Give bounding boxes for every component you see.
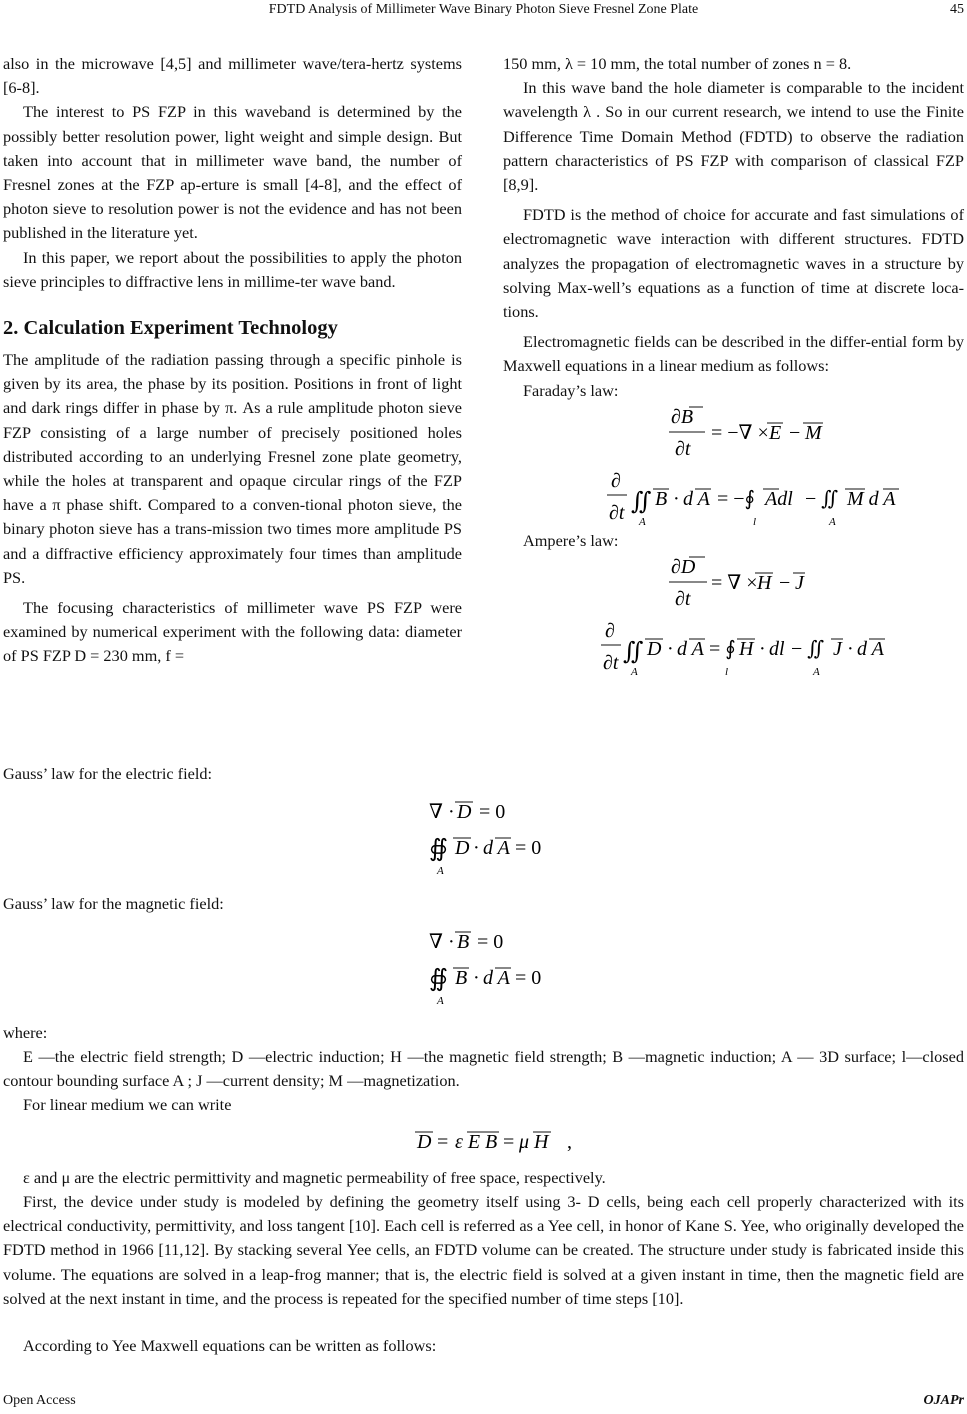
svg-text:∇ ·: ∇ ·: [429, 931, 455, 953]
paragraph: In this paper, we report about the possibilities to apply the photon sieve principles to diffractive lens in millime-ter wave band.: [3, 247, 462, 291]
svg-text:H: H: [757, 572, 772, 595]
gauss-magnetic-equations: [3, 926, 964, 1014]
svg-text:d A: d A: [857, 638, 884, 661]
gauss-magnetic-label: Gauss’ law for the magnetic field:: [3, 894, 224, 913]
ampere-label: Ampere’s law:: [523, 530, 619, 550]
journal-name: OJAPr: [923, 1393, 964, 1408]
svg-text:A: A: [631, 666, 638, 679]
paragraph: According to Yee Maxwell equations can be written as follows:: [23, 1336, 437, 1355]
page-footer: [3, 1392, 964, 1410]
svg-text:− ∬: − ∬: [805, 487, 839, 510]
symbol-definitions: E —the electric field strength; D —electric induction; H —the magnetic field strength; B —magnetic induction; A — 3D surface; l—closed contour bounding surface A ; J —current density; M —magnetization.: [3, 1047, 964, 1091]
paragraph: The interest to PS FZP in this waveband is determined by the possibly better resolution power, light weight and simple design. But taken into account that in millimeter wave band, the number of Fresnel zones at the FZP ap-erture is small [4-8], and the effect of photon sieve to resolution power is not the evidence and has not been published in the literature yet.: [3, 102, 462, 243]
svg-text:D: D: [455, 837, 470, 859]
running-header: [0, 0, 967, 22]
ampere-differential-equation: [503, 553, 964, 615]
svg-text:∂t: ∂t: [675, 437, 691, 460]
left-column: [3, 52, 462, 669]
svg-text:·: ·: [673, 487, 680, 510]
svg-text:·: ·: [667, 638, 674, 661]
svg-text:l: l: [753, 515, 757, 528]
paragraph: FDTD is the method of choice for accurate and fast simulations of electromagnetic wave interaction with different structures. FDTD analyzes the propagation of electromagnetic waves in a structure by solving Max-well’s equations as a function of time at discrete loca-tions.: [503, 205, 964, 322]
svg-text:J: J: [795, 572, 804, 595]
svg-text:− ∬: − ∬: [791, 638, 825, 661]
svg-text:= −∮: = −∮: [717, 487, 755, 510]
svg-text:·: ·: [473, 967, 480, 989]
paragraph: Electromagnetic fields can be described in the differ-ential form by Maxwell equations in a linear medium as follows:: [503, 332, 964, 376]
running-title: FDTD Analysis of Millimeter Wave Binary Photon Sieve Fresnel Zone Plate: [268, 2, 699, 17]
page-number: 45: [950, 2, 964, 17]
svg-text:d A: d A: [683, 487, 710, 510]
svg-text:A: A: [437, 865, 444, 877]
svg-text:E: E: [769, 421, 782, 444]
svg-text:dl: dl: [769, 638, 785, 661]
paragraph: also in the microwave [4,5] and millimeter wave/tera-hertz systems [6-8].: [3, 54, 462, 98]
svg-text:∯: ∯: [429, 966, 448, 992]
section-heading: 2. Calculation Experiment Technology: [3, 317, 338, 340]
paragraph: The amplitude of the radiation passing through a specific pinhole is given by its area, the phase by its position. Positions in front of light and dark rings differ in phase by π. As a rule amplitude photon sieve FZP consisting of a large number of precisely positioned holes distributed according to an underlying Fresnel zone plate geometry, while the holes at transparent and opaque circular rings of the FZP have a π phase shift. Compared to a conven-tional photon sieve, the binary photon sieve has a trans-mission two times more amplitude PS and a diffractive efficiency approximately four times than amplitude PS.: [3, 350, 462, 587]
svg-text:∬: ∬: [623, 639, 644, 666]
svg-text:B: B: [455, 967, 468, 989]
svg-text:= 0: = 0: [479, 801, 506, 823]
svg-text:∂t: ∂t: [675, 588, 691, 611]
svg-text:d A: d A: [483, 837, 510, 859]
svg-text:B: B: [485, 1131, 498, 1153]
svg-text:∬: ∬: [631, 488, 652, 515]
gauss-electric-equations: [3, 796, 964, 884]
svg-text:= 0: = 0: [515, 837, 542, 859]
svg-text:∂: ∂: [611, 469, 621, 492]
svg-text:B: B: [457, 931, 470, 953]
paragraph: In this wave band the hole diameter is comparable to the incident wavelength λ . So in our current research, we intend to use the Finite Difference Time Domain Method (FDTD) to observe the radiation pattern characteristics of PS FZP with comparison of classical FZP [8,9].: [503, 78, 964, 195]
svg-text:∂D: ∂D: [671, 556, 696, 579]
svg-text:·: ·: [847, 638, 854, 661]
svg-text:∂t: ∂t: [603, 652, 619, 675]
svg-text:μ H: μ H: [519, 1131, 549, 1153]
svg-text:∂t: ∂t: [609, 501, 625, 524]
svg-text:∂B: ∂B: [671, 405, 694, 428]
svg-text:l: l: [725, 666, 729, 679]
svg-text:H: H: [739, 638, 754, 661]
paragraph: 150 mm, λ = 10 mm, the total number of zones n = 8.: [503, 54, 852, 73]
paragraph: First, the device under study is modeled by defining the geometry itself using 3- D cells, being each cell properly characterized with its electrical conductivity, permittivity, and loss tangent [10]. Each cell is referred as a Yee cell, in honor of Kane S. Yee, who originally developed the FDTD method in 1966 [11,12]. By stacking several Yee cells, an FDTD volume can be created. The structure under study is fabricated inside this volume. The equations are solved in a leap-frog manner; that is, the electric field is solved at a given instant in time, then the magnetic field are solved at the next instant in time, and the process is repeated for the specified number of time steps [10].: [3, 1192, 964, 1308]
constitutive-equation: [3, 1124, 964, 1158]
where-label: where:: [3, 1023, 48, 1042]
svg-text:= ∇ ×: = ∇ ×: [711, 572, 758, 595]
svg-text:d A: d A: [483, 967, 510, 989]
svg-text:= ∮: = ∮: [709, 638, 736, 661]
svg-text:A: A: [829, 515, 836, 528]
ampere-integral-equation: [503, 615, 964, 679]
svg-text:d A: d A: [677, 638, 704, 661]
faraday-integral-equation: [503, 465, 964, 529]
svg-text:·: ·: [759, 638, 766, 661]
svg-text:B: B: [655, 487, 668, 510]
svg-text:= 0: = 0: [477, 931, 504, 953]
svg-text:Adl: Adl: [765, 487, 793, 510]
paragraph: The focusing characteristics of millimeter wave PS FZP were examined by numerical experiment with the following data: diameter of PS FZP D = 230 mm, f =: [3, 598, 462, 666]
right-column: [503, 52, 964, 679]
svg-text:A: A: [813, 666, 820, 679]
svg-text:D: D: [417, 1131, 432, 1153]
svg-text:D: D: [647, 638, 662, 661]
faraday-label: Faraday’s law:: [523, 380, 619, 400]
svg-text:A: A: [639, 515, 646, 528]
svg-text:= −∇ ×: = −∇ ×: [711, 421, 769, 444]
svg-text:J: J: [833, 638, 842, 661]
svg-text:A: A: [437, 995, 444, 1007]
svg-text:∇ ·: ∇ ·: [429, 801, 455, 823]
svg-text:=: =: [437, 1131, 449, 1153]
svg-text:∂: ∂: [605, 620, 615, 643]
svg-text:∯: ∯: [429, 836, 448, 862]
svg-text:ε E: ε E: [455, 1131, 481, 1153]
svg-text:−: −: [789, 421, 801, 444]
svg-text:M d A: M d A: [847, 487, 896, 510]
linear-medium-text: For linear medium we can write: [23, 1095, 232, 1114]
gauss-electric-label: Gauss’ law for the electric field:: [3, 764, 213, 783]
open-access-label: Open Access: [3, 1393, 76, 1408]
svg-text:= 0: = 0: [515, 967, 542, 989]
svg-text:·: ·: [473, 837, 480, 859]
svg-text:D: D: [457, 801, 472, 823]
eps-mu-text: ε and μ are the electric permittivity and magnetic permeability of free space, respectively.: [23, 1168, 606, 1187]
svg-text:=: =: [503, 1131, 515, 1153]
svg-text:−: −: [779, 572, 791, 595]
svg-text:,: ,: [567, 1131, 572, 1153]
faraday-differential-equation: [503, 403, 964, 465]
svg-text:M: M: [805, 421, 822, 444]
